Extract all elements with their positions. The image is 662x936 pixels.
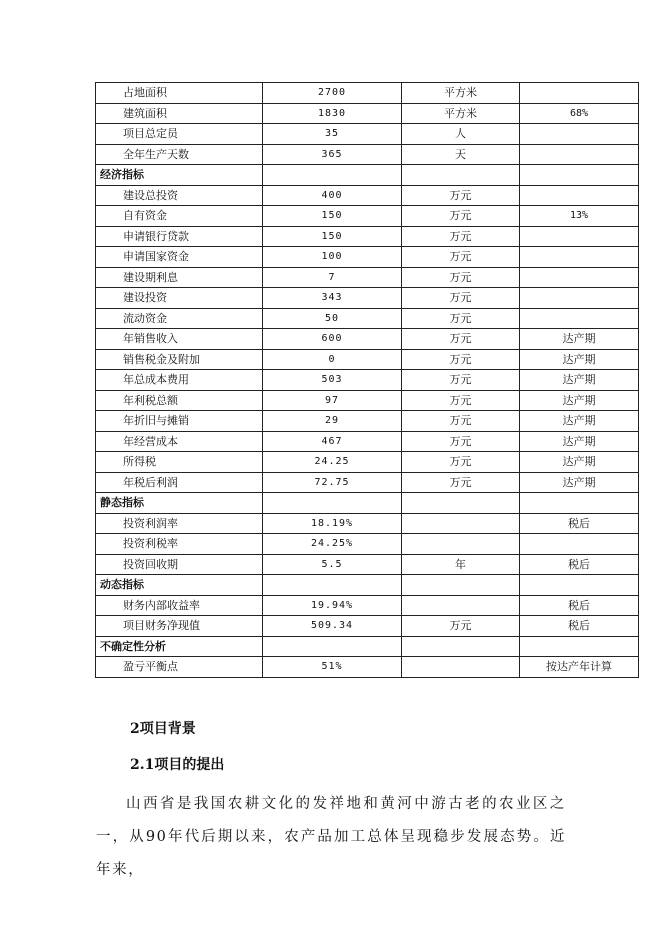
cell-note: 税后: [520, 554, 639, 575]
cell-unit: 万元: [402, 226, 520, 247]
table-row: [96, 226, 639, 247]
table-row: [96, 595, 639, 616]
section-heading-2: 2项目背景: [130, 721, 196, 737]
cell-note: [520, 267, 639, 288]
cell-unit: [402, 534, 520, 555]
cell-note: 13%: [520, 206, 639, 227]
cell-indicator-name: 建设总投资: [96, 185, 263, 206]
cell-note: [520, 83, 639, 104]
cell-note: 68%: [520, 103, 639, 124]
cell-note: [520, 534, 639, 555]
cell-note: 达产期: [520, 329, 639, 350]
cell-note: 达产期: [520, 431, 639, 452]
cell-indicator-name: 所得税: [96, 452, 263, 473]
cell-note: [520, 308, 639, 329]
cell-note: [520, 185, 639, 206]
table-row: [96, 124, 639, 145]
table-section-row: [96, 636, 639, 657]
cell-unit: 天: [402, 144, 520, 165]
body-paragraph: 山西省是我国农耕文化的发祥地和黄河中游古老的农业区之一，从90年代后期以来，农产品加工总体呈现稳步发展态势。近年来，: [96, 796, 566, 878]
cell-indicator-name: 不确定性分析: [96, 636, 263, 657]
cell-value: 24.25: [263, 452, 402, 473]
cell-value: 7: [263, 267, 402, 288]
cell-indicator-name: 投资利润率: [96, 513, 263, 534]
cell-indicator-name: 动态指标: [96, 575, 263, 596]
cell-unit: 万元: [402, 616, 520, 637]
cell-value: 72.75: [263, 472, 402, 493]
cell-unit: 平方米: [402, 103, 520, 124]
cell-unit: 人: [402, 124, 520, 145]
table-row: [96, 472, 639, 493]
table-row: [96, 431, 639, 452]
table-row: [96, 513, 639, 534]
cell-value: 150: [263, 226, 402, 247]
table-row: [96, 534, 639, 555]
cell-indicator-name: 全年生产天数: [96, 144, 263, 165]
cell-indicator-name: 申请国家资金: [96, 247, 263, 268]
cell-note: 达产期: [520, 452, 639, 473]
cell-unit: [402, 657, 520, 678]
cell-value: 467: [263, 431, 402, 452]
cell-value: 51%: [263, 657, 402, 678]
cell-value: 24.25%: [263, 534, 402, 555]
cell-indicator-name: 年总成本费用: [96, 370, 263, 391]
cell-value: 0: [263, 349, 402, 370]
cell-note: [520, 144, 639, 165]
table-row: [96, 390, 639, 411]
cell-value: 509.34: [263, 616, 402, 637]
cell-value: [263, 636, 402, 657]
cell-value: 19.94%: [263, 595, 402, 616]
cell-note: [520, 288, 639, 309]
table-row: [96, 452, 639, 473]
cell-value: 100: [263, 247, 402, 268]
table-section-row: [96, 493, 639, 514]
cell-indicator-name: 年销售收入: [96, 329, 263, 350]
cell-note: 按达产年计算: [520, 657, 639, 678]
cell-value: [263, 493, 402, 514]
cell-unit: 万元: [402, 390, 520, 411]
cell-indicator-name: 建筑面积: [96, 103, 263, 124]
cell-note: 达产期: [520, 370, 639, 391]
cell-unit: [402, 636, 520, 657]
cell-value: 503: [263, 370, 402, 391]
cell-value: 18.19%: [263, 513, 402, 534]
table-row: [96, 657, 639, 678]
cell-value: 400: [263, 185, 402, 206]
cell-indicator-name: 投资回收期: [96, 554, 263, 575]
cell-value: 600: [263, 329, 402, 350]
cell-indicator-name: 项目财务净现值: [96, 616, 263, 637]
cell-value: 150: [263, 206, 402, 227]
table-row: [96, 616, 639, 637]
cell-indicator-name: 年经营成本: [96, 431, 263, 452]
table-row: [96, 288, 639, 309]
cell-note: [520, 636, 639, 657]
cell-note: [520, 493, 639, 514]
cell-value: 2700: [263, 83, 402, 104]
cell-unit: [402, 575, 520, 596]
cell-unit: 万元: [402, 411, 520, 432]
cell-note: 达产期: [520, 472, 639, 493]
table-row: [96, 144, 639, 165]
cell-note: [520, 124, 639, 145]
cell-indicator-name: 自有资金: [96, 206, 263, 227]
cell-unit: 万元: [402, 308, 520, 329]
cell-unit: 万元: [402, 472, 520, 493]
table-row: [96, 206, 639, 227]
cell-value: [263, 575, 402, 596]
cell-value: [263, 165, 402, 186]
cell-unit: 平方米: [402, 83, 520, 104]
cell-note: 税后: [520, 616, 639, 637]
cell-indicator-name: 项目总定员: [96, 124, 263, 145]
cell-value: 97: [263, 390, 402, 411]
cell-unit: 万元: [402, 349, 520, 370]
cell-value: 365: [263, 144, 402, 165]
table-row: [96, 103, 639, 124]
cell-unit: [402, 493, 520, 514]
cell-unit: 万元: [402, 370, 520, 391]
cell-unit: [402, 595, 520, 616]
cell-note: [520, 247, 639, 268]
section-heading-2-1: 2.1项目的提出: [130, 757, 225, 773]
cell-note: [520, 165, 639, 186]
cell-unit: 万元: [402, 329, 520, 350]
cell-indicator-name: 年税后利润: [96, 472, 263, 493]
cell-indicator-name: 静态指标: [96, 493, 263, 514]
table-section-row: [96, 165, 639, 186]
cell-indicator-name: 财务内部收益率: [96, 595, 263, 616]
cell-indicator-name: 建设投资: [96, 288, 263, 309]
cell-unit: 万元: [402, 452, 520, 473]
cell-value: 29: [263, 411, 402, 432]
cell-note: [520, 226, 639, 247]
cell-indicator-name: 申请银行贷款: [96, 226, 263, 247]
cell-indicator-name: 年折旧与摊销: [96, 411, 263, 432]
table-section-row: [96, 575, 639, 596]
cell-unit: 万元: [402, 185, 520, 206]
table-row: [96, 247, 639, 268]
table-row: [96, 308, 639, 329]
cell-indicator-name: 占地面积: [96, 83, 263, 104]
cell-unit: 万元: [402, 247, 520, 268]
table-row: [96, 349, 639, 370]
indicators-table-body: [96, 83, 639, 678]
cell-note: 达产期: [520, 411, 639, 432]
cell-note: [520, 575, 639, 596]
cell-unit: 万元: [402, 206, 520, 227]
cell-value: 343: [263, 288, 402, 309]
cell-value: 5.5: [263, 554, 402, 575]
cell-indicator-name: 年利税总额: [96, 390, 263, 411]
cell-note: 达产期: [520, 349, 639, 370]
cell-unit: [402, 165, 520, 186]
cell-unit: 万元: [402, 288, 520, 309]
cell-note: 税后: [520, 595, 639, 616]
cell-value: 50: [263, 308, 402, 329]
cell-indicator-name: 盈亏平衡点: [96, 657, 263, 678]
cell-value: 35: [263, 124, 402, 145]
cell-indicator-name: 投资利税率: [96, 534, 263, 555]
cell-unit: 年: [402, 554, 520, 575]
table-row: [96, 267, 639, 288]
cell-indicator-name: 销售税金及附加: [96, 349, 263, 370]
table-row: [96, 370, 639, 391]
indicators-table: [95, 82, 639, 678]
cell-indicator-name: 流动资金: [96, 308, 263, 329]
cell-unit: [402, 513, 520, 534]
table-row: [96, 554, 639, 575]
cell-unit: 万元: [402, 267, 520, 288]
cell-value: 1830: [263, 103, 402, 124]
cell-indicator-name: 经济指标: [96, 165, 263, 186]
cell-indicator-name: 建设期利息: [96, 267, 263, 288]
table-row: [96, 411, 639, 432]
cell-note: 税后: [520, 513, 639, 534]
table-row: [96, 185, 639, 206]
table-row: [96, 83, 639, 104]
cell-unit: 万元: [402, 431, 520, 452]
cell-note: 达产期: [520, 390, 639, 411]
table-row: [96, 329, 639, 350]
